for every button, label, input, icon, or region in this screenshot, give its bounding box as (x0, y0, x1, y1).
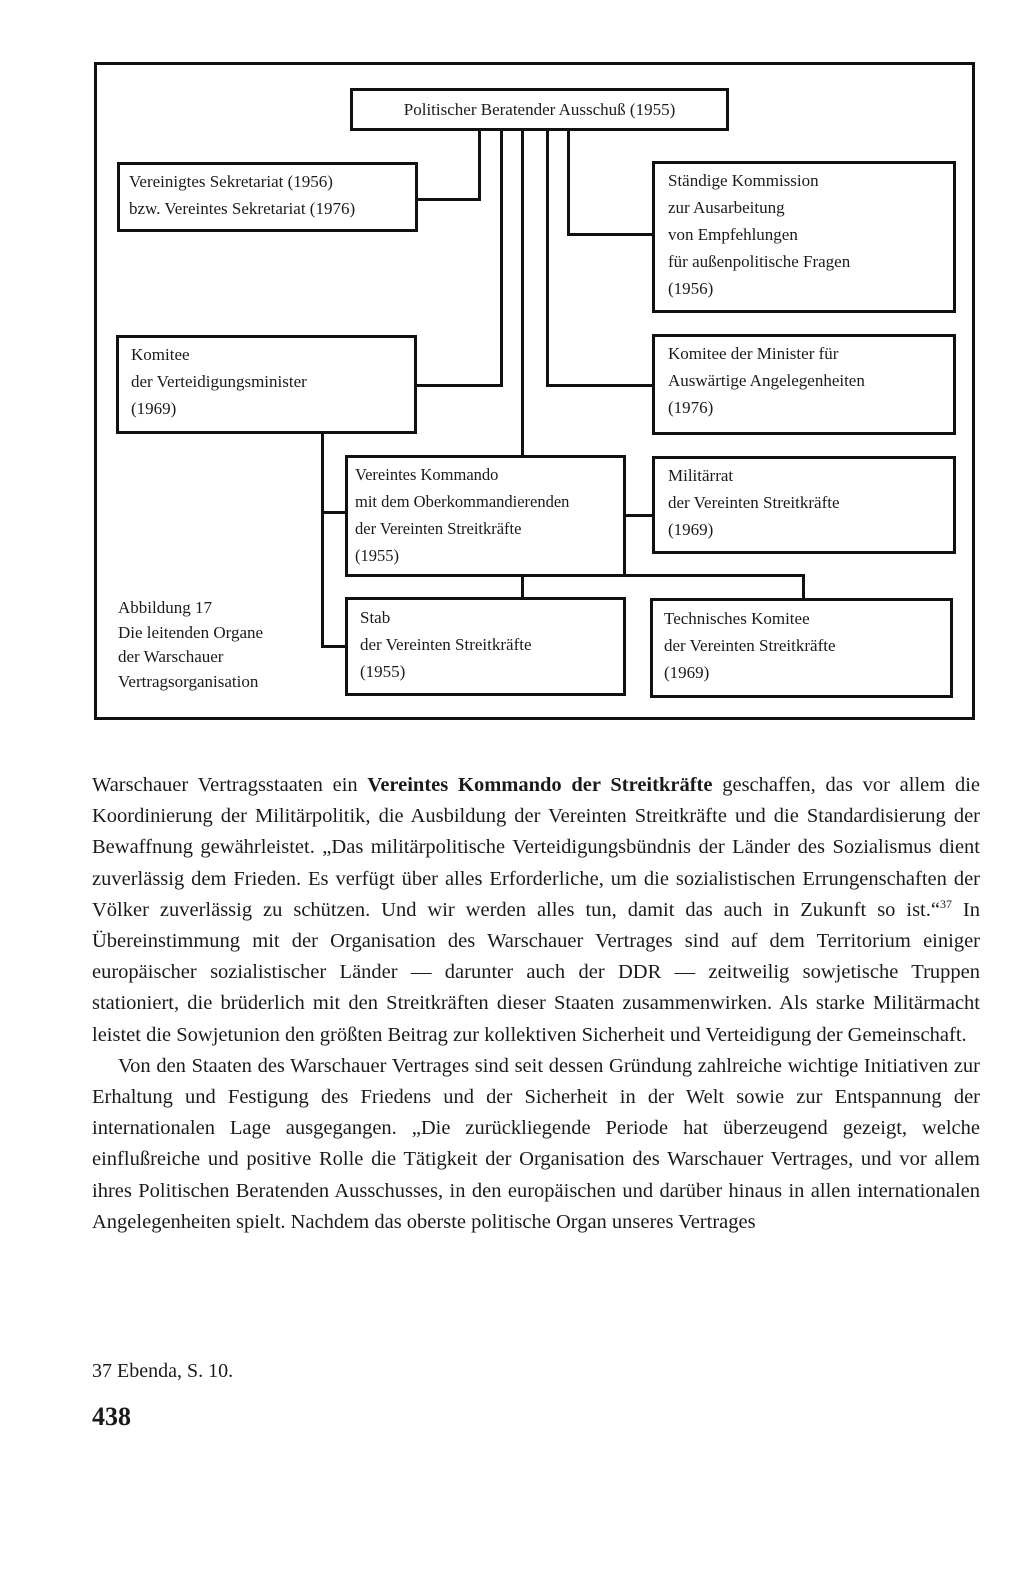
box-militaerrat (652, 456, 956, 554)
connector-kommando-to-technisch-v (802, 574, 805, 600)
connector-pba-to-kommando-v (521, 128, 524, 458)
connector-verteidigung-down-v (321, 432, 324, 648)
caption-line: Vertragsorganisation (118, 671, 259, 691)
box-line: Ständige Kommission (668, 171, 819, 190)
box-line: (1955) (360, 662, 406, 681)
box-komitee-verteidigungsminister (116, 335, 417, 434)
paragraph-1 (92, 770, 980, 1051)
connector-pba-to-kommission-v (567, 128, 570, 236)
connector-pba-to-sekretariat-h (415, 198, 481, 201)
connector-pba-to-sekretariat-v (478, 128, 481, 201)
box-line: der Vereinten Streitkräfte (360, 635, 532, 654)
figure-caption (118, 596, 263, 694)
box-line: (1969) (131, 399, 177, 418)
connector-pba-to-verteidigung-v (500, 128, 503, 387)
box-line: Komitee der Minister für (668, 344, 839, 363)
caption-line: Die leitenden Organe (118, 622, 264, 642)
box-line: der Vereinten Streitkräfte (668, 493, 840, 512)
box-line: (1969) (664, 663, 710, 682)
box-staendige-kommission (652, 161, 956, 313)
connector-verteidigung-to-kommando-h (321, 511, 347, 514)
p1-bold-term: Vereintes Kommando der Streitkräfte (367, 774, 713, 796)
connector-pba-to-kommission-h (567, 233, 654, 236)
page-number: 438 (92, 1402, 131, 1431)
box-line: Militärrat (668, 466, 734, 485)
footnote: 37 Ebenda, S. 10. (92, 1360, 234, 1382)
connector-pba-to-aussen-h (546, 384, 654, 387)
box-line: Stab (360, 608, 391, 627)
p1-text-end: In Übereinstimmung mit der Organisation des Warschauer Vertrages sind auf dem Territorium einiger europäischer sozialistischer Länder — darunter auch der DDR — zeitweilig sowjetische Truppen stationiert, die brüderlich mit den Streitkräften dieser Staaten zusammenwirken. Als starke Militärmacht leistet die Sowjetunion den größten Beitrag zur kollektiven Sicherheit und Verteidigung der Gemeinschaft. (92, 898, 980, 1046)
connector-kommando-to-militaerrat-h (623, 514, 654, 517)
box-line: (1976) (668, 398, 714, 417)
box-line: Politischer Beratender Ausschuß (1955) (403, 100, 676, 119)
box-komitee-aussenminister (652, 334, 956, 435)
box-line: (1969) (668, 520, 714, 539)
box-line: Vereinigtes Sekretariat (1956) (129, 172, 333, 191)
box-technisches-komitee (650, 598, 953, 698)
box-line: (1956) (668, 279, 714, 298)
box-line: zur Ausarbeitung (668, 198, 785, 217)
box-line: Auswärtige Angelegenheiten (668, 371, 865, 390)
box-line: bzw. Vereintes Sekretariat (1976) (129, 199, 356, 218)
box-line: für außenpolitische Fragen (668, 252, 851, 271)
box-stab (345, 597, 626, 696)
connector-pba-to-verteidigung-h (414, 384, 503, 387)
paragraph-2: Von den Staaten des Warschauer Vertrages sind seit dessen Gründung zahlreiche wichtige Initiativen zur Erhaltung und Festigung des Friedens und der Sicherheit in der Welt sowie zur Entspannung der internationalen Lage ausgegangen. „Die zurückliegende Periode hat überzeugend gezeigt, welche einflußreiche und positive Rolle die Tätigkeit der Organisation des Warschauer Vertrages, und vor allem ihres Politischen Beratenden Ausschusses, in den europäischen und darüber hinaus in allen internationalen Angelegenheiten spielt. Nachdem das oberste politische Organ unseres Vertrages (92, 1054, 980, 1233)
box-line: mit dem Oberkommandierenden (355, 492, 570, 511)
caption-line: der Warschauer (118, 647, 224, 666)
box-line: der Vereinten Streitkräfte (664, 636, 836, 655)
p1-text-start: Warschauer Vertragsstaaten ein (92, 774, 368, 796)
box-vereintes-kommando (345, 455, 626, 577)
box-vereinigtes-sekretariat (117, 162, 418, 232)
box-line: der Verteidigungsminister (131, 372, 307, 391)
box-line: Technisches Komitee (664, 609, 810, 628)
box-line: von Empfehlungen (668, 225, 798, 244)
box-line: (1955) (355, 546, 399, 565)
footnote-reference: 37 (939, 896, 952, 911)
connector-verteidigung-to-stab-h (321, 645, 347, 648)
caption-line: Abbildung 17 (118, 598, 212, 617)
box-politischer-beratender-ausschuss (350, 88, 729, 131)
p1-text-middle: geschaffen, das vor allem die Koordinierung der Militärpolitik, die Ausbildung der Vereinten Streitkräfte und die Standardisierung der Bewaffnung gewährleistet. „Das militärpolitische Verteidigungsbündnis der Länder des Sozialismus dient zuverlässig dem Frieden. Es verfügt über alles Erforderliche, um die sozialistischen Errungenschaften der Völker zuverlässig zu schützen. Und wir werden alles tun, damit das auch in Zukunft so ist.“ (92, 774, 980, 921)
box-line: Komitee (131, 345, 190, 364)
box-line: Vereintes Kommando (355, 465, 499, 484)
body-text (92, 770, 980, 1238)
box-line: der Vereinten Streitkräfte (355, 519, 522, 538)
connector-pba-to-aussen-v (546, 128, 549, 387)
